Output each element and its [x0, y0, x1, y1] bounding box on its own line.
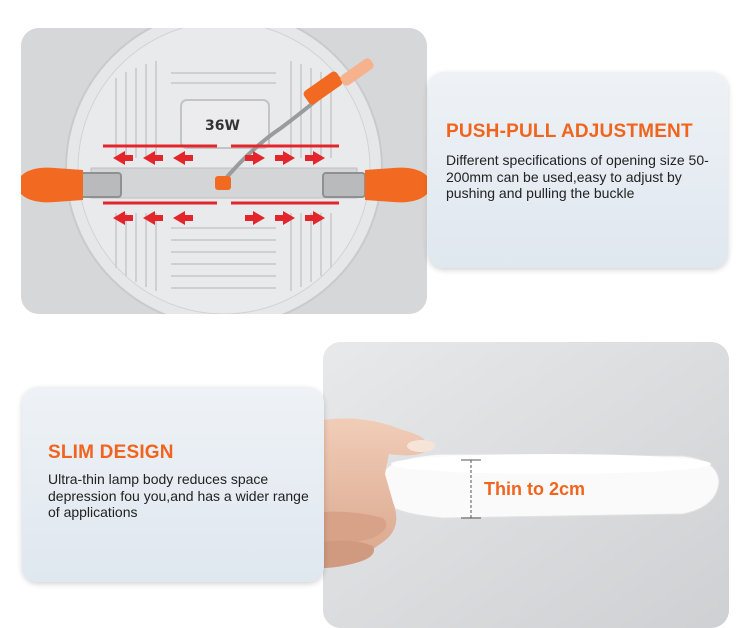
thickness-label: Thin to 2cm — [484, 479, 586, 499]
push-pull-card — [428, 72, 728, 268]
panel-back-photo — [21, 28, 427, 314]
wattage-label: 36W — [205, 118, 240, 134]
push-pull-heading: PUSH-PULL ADJUSTMENT — [446, 121, 693, 142]
slim-panel-photo — [323, 342, 729, 628]
push-pull-description: Different specifications of opening size 50-200mm can be used,easy to adjust by pushing and pulling the buckle — [446, 152, 709, 201]
slim-design-description: Ultra-thin lamp body reduces space depression fou you,and has a wider range of applications — [48, 471, 309, 520]
slim-design-card — [22, 387, 324, 582]
panel-back-illustration — [21, 28, 427, 314]
slim-design-heading: SLIM DESIGN — [48, 442, 174, 463]
